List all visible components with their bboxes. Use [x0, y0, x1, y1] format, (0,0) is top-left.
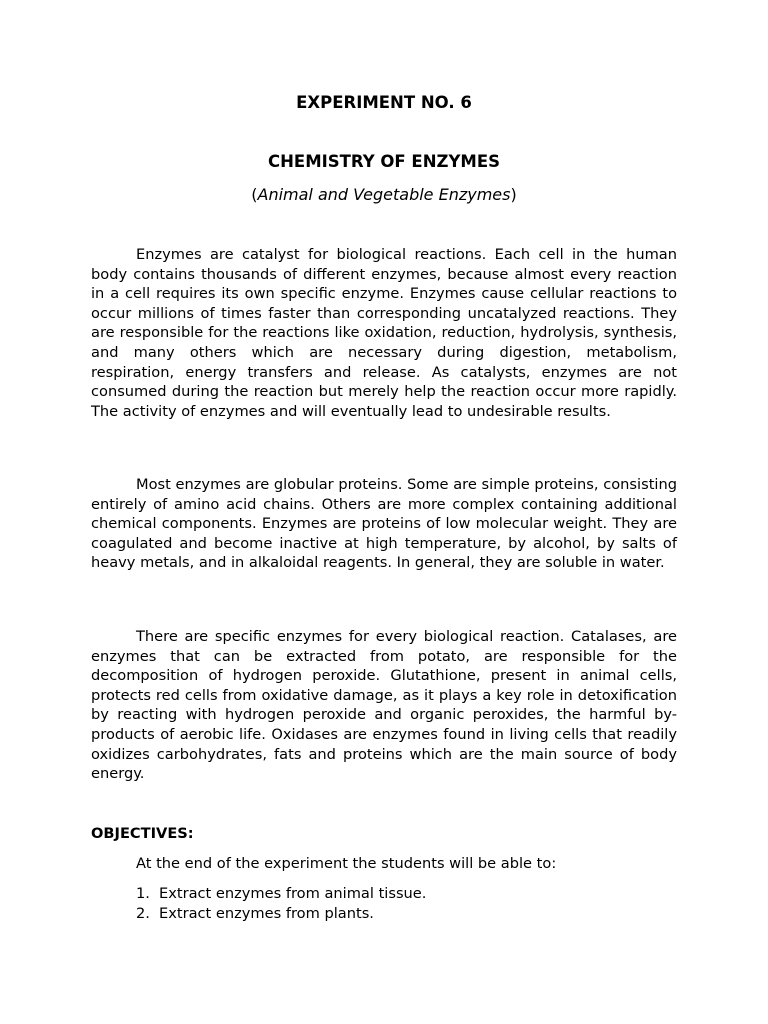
objectives-intro: At the end of the experiment the students will be able to: [136, 855, 557, 872]
objectives-heading: OBJECTIVES: [91, 825, 194, 842]
intro-paragraph-2: Most enzymes are globular proteins. Some are simple proteins, consisting entirely of amino acid chains. Others are more complex containing additional chemical components. Enzymes are proteins of low molecular weight. They are coagulated and become inactive at high temperature, by alcohol, by salts of heavy metals, and in alkaloidal reagents. In general, they are soluble in water. [91, 476, 677, 572]
intro-paragraph-1: Enzymes are catalyst for biological reactions. Each cell in the human body contains thousands of different enzymes, because almost every reaction in a cell requires its own specific enzyme. Enzymes cause cellular reactions to occur millions of times faster than corresponding uncatalyzed reactions. They are responsible for the reactions like oxidation, reduction, hydrolysis, synthesis, and many others which are necessary during digestion, metabolism, respiration, energy transfers and release. As catalysts, enzymes are not consumed during the reaction but merely help the reaction occur more rapidly. The activity of enzymes and will eventually lead to undesirable results. [91, 246, 677, 420]
document-title: CHEMISTRY OF ENZYMES [268, 152, 500, 171]
objectives-list [136, 884, 426, 923]
objective-number: 1. [136, 885, 150, 902]
objective-text: Extract enzymes from plants. [159, 904, 374, 922]
objective-item [136, 884, 426, 904]
subtitle-open-paren: ( [251, 185, 258, 204]
experiment-number-heading: EXPERIMENT NO. 6 [296, 93, 472, 112]
subtitle-close-paren: ) [510, 185, 517, 204]
document-subtitle [91, 185, 677, 205]
intro-paragraph-3: There are specific enzymes for every biological reaction. Catalases, are enzymes that can be extracted from potato, are responsible for the decomposition of hydrogen peroxide. Glutathione, present in animal cells, protects red cells from oxidative damage, as it plays a key role in detoxification by reacting with hydrogen peroxide and organic peroxides, the harmful by-products of aerobic life. Oxidases are enzymes found in living cells that readily oxidizes carbohydrates, fats and proteins which are the main source of body energy. [91, 628, 677, 783]
objective-number: 2. [136, 904, 150, 922]
objective-item [136, 904, 426, 924]
subtitle-text: Animal and Vegetable Enzymes [257, 185, 511, 204]
objective-text: Extract enzymes from animal tissue. [159, 885, 427, 902]
